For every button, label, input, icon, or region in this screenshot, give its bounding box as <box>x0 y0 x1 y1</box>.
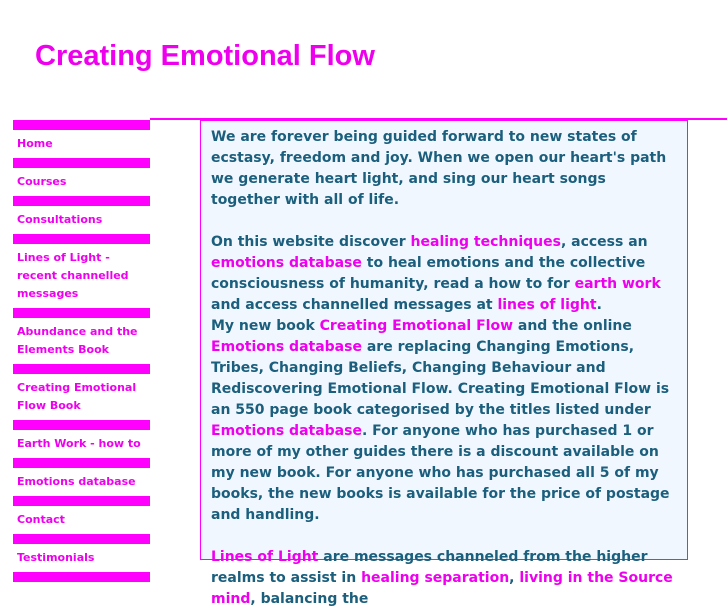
link-emotions-database[interactable]: emotions database <box>211 255 362 271</box>
nav-label: Earth Work - how to <box>17 437 141 450</box>
intro-paragraph: We are forever being guided forward to new states of ecstasy, freedom and joy. When we open our heart's path we generate heart light, and sing our heart songs together with all of life. <box>211 129 667 208</box>
text: to heal emotions and the collective consciousness of humanity, read a how to for <box>211 255 646 292</box>
nav-item-abundance-book[interactable] <box>13 308 150 364</box>
text: and the online <box>513 318 632 334</box>
nav-item-lines-of-light[interactable] <box>13 234 150 308</box>
link-healing-techniques[interactable]: healing techniques <box>410 234 561 250</box>
nav-bar <box>13 158 150 168</box>
nav-label: Emotions database <box>17 475 136 488</box>
link-emotions-database-3[interactable]: Emotions database <box>211 423 362 439</box>
link-living-in-source-mind[interactable]: living in the Source mind <box>211 570 673 607</box>
nav-bar <box>13 308 150 318</box>
nav-item-consultations[interactable] <box>13 196 150 234</box>
link-emotions-database-2[interactable]: Emotions database <box>211 339 362 355</box>
link-lines-of-light[interactable]: lines of light <box>497 297 597 313</box>
text: . For anyone who has purchased 1 or more of my other guides there is a discount available on my new book. For anyone who has purchased all 5 of my books, the new books is available for the price of postage and handling. <box>211 423 670 523</box>
text: , <box>509 570 520 586</box>
nav-item-home[interactable] <box>13 120 150 158</box>
nav-bar <box>13 120 150 130</box>
nav-item-creating-emotional-flow-book[interactable] <box>13 364 150 420</box>
text: . <box>596 297 602 313</box>
nav-label: Contact <box>17 513 65 526</box>
nav-label: Abundance and the Elements Book <box>17 325 138 356</box>
nav-label: Creating Emotional Flow Book <box>17 381 137 412</box>
main-content <box>200 120 688 607</box>
nav-label: Courses <box>17 175 67 188</box>
nav-label: Testimonials <box>17 551 95 564</box>
text: and access channelled messages at <box>211 297 498 313</box>
nav-item-courses[interactable] <box>13 158 150 196</box>
link-creating-emotional-flow[interactable]: Creating Emotional Flow <box>319 318 514 334</box>
nav-item-earth-work[interactable] <box>13 420 150 458</box>
nav-bar <box>13 496 150 506</box>
nav-bar <box>13 534 150 544</box>
nav-item-emotions-database[interactable] <box>13 458 150 496</box>
lines-of-light-paragraph <box>211 547 679 610</box>
nav-bar <box>13 420 150 430</box>
text: are messages channeled from the higher realms to assist in <box>211 549 648 586</box>
text: , balancing the <box>250 591 369 607</box>
link-earth-work[interactable]: earth work <box>574 276 661 292</box>
nav-item-contact[interactable] <box>13 496 150 534</box>
text: My new book <box>211 318 320 334</box>
nav-bar <box>13 572 150 582</box>
sidebar-nav <box>13 120 150 582</box>
book-paragraph <box>211 316 679 526</box>
nav-label: Home <box>17 137 53 150</box>
website-paragraph <box>211 232 679 316</box>
site-title: Creating Emotional Flow <box>35 40 375 72</box>
nav-bar <box>13 364 150 374</box>
nav-item-testimonials[interactable] <box>13 534 150 572</box>
text: , access an <box>560 234 648 250</box>
nav-bar <box>13 234 150 244</box>
nav-bar <box>13 458 150 468</box>
link-healing-separation[interactable]: healing separation <box>361 570 510 586</box>
text: are replacing Changing Emotions, Tribes, Changing Beliefs, Changing Behaviour and Rediscovering Emotional Flow. Creating Emotional Flow is an 550 page book categorised by the titles listed under <box>211 339 670 418</box>
nav-label: Consultations <box>17 213 103 226</box>
text: On this website discover <box>211 234 411 250</box>
nav-label: Lines of Light - recent channelled messages <box>17 251 129 300</box>
nav-bar <box>13 196 150 206</box>
link-lines-of-light-2[interactable]: Lines of Light <box>211 549 319 565</box>
